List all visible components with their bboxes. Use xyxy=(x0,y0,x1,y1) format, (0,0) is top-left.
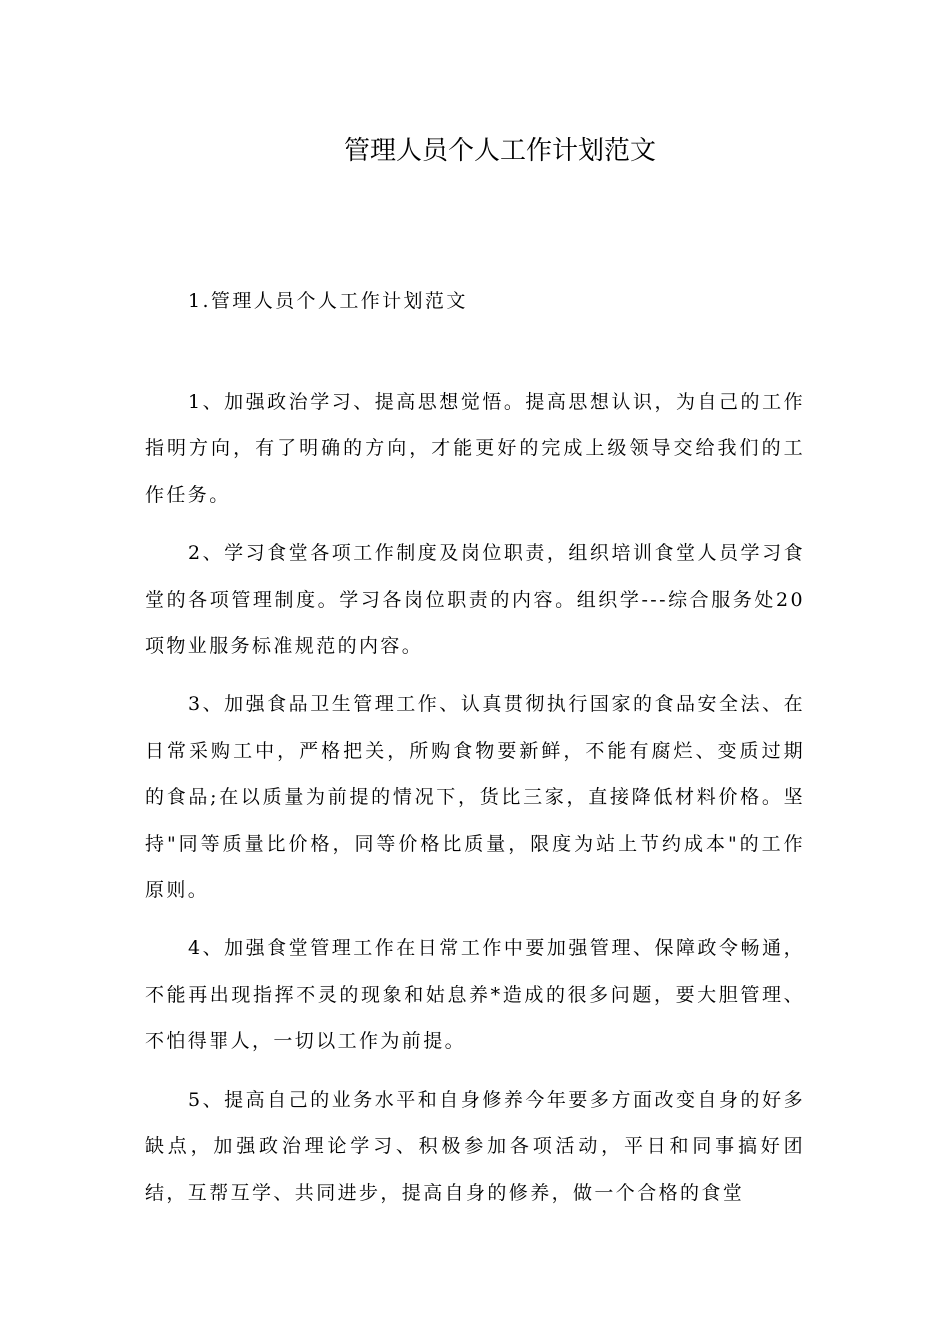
document-title: 管理人员个人工作计划范文 xyxy=(343,136,656,166)
paragraph-1: 1、加强政治学习、提高思想觉悟。提高思想认识，为自己的工作指明方向，有了明确的方向，才能更好的完成上级领导交给我们的工作任务。 xyxy=(145,391,805,506)
document-body xyxy=(145,379,805,1228)
paragraph-3: 3、加强食品卫生管理工作、认真贯彻执行国家的食品安全法、在日常采购工中，严格把关，所购食物要新鲜，不能有腐烂、变质过期的食品;在以质量为前提的情况下，货比三家，直接降低材料价格。坚持"同等质量比价格，同等价格比质量，限度为站上节约成本"的工作原则。 xyxy=(145,693,805,902)
paragraph-2: 2、学习食堂各项工作制度及岗位职责，组织培训食堂人员学习食堂的各项管理制度。学习各岗位职责的内容。组织学---综合服务处20项物业服务标准规范的内容。 xyxy=(145,542,805,658)
paragraph-4: 4、加强食堂管理工作在日常工作中要加强管理、保障政令畅通，不能再出现指挥不灵的现象和姑息养*造成的很多问题，要大胆管理、不怕得罪人，一切以工作为前提。 xyxy=(145,937,805,1053)
section-heading: 1.管理人员个人工作计划范文 xyxy=(188,290,468,312)
paragraph-5: 5、提高自己的业务水平和自身修养今年要多方面改变自身的好多缺点，加强政治理论学习、积极参加各项活动，平日和同事搞好团结，互帮互学、共同进步，提高自身的修养，做一个合格的食堂 xyxy=(145,1088,805,1204)
